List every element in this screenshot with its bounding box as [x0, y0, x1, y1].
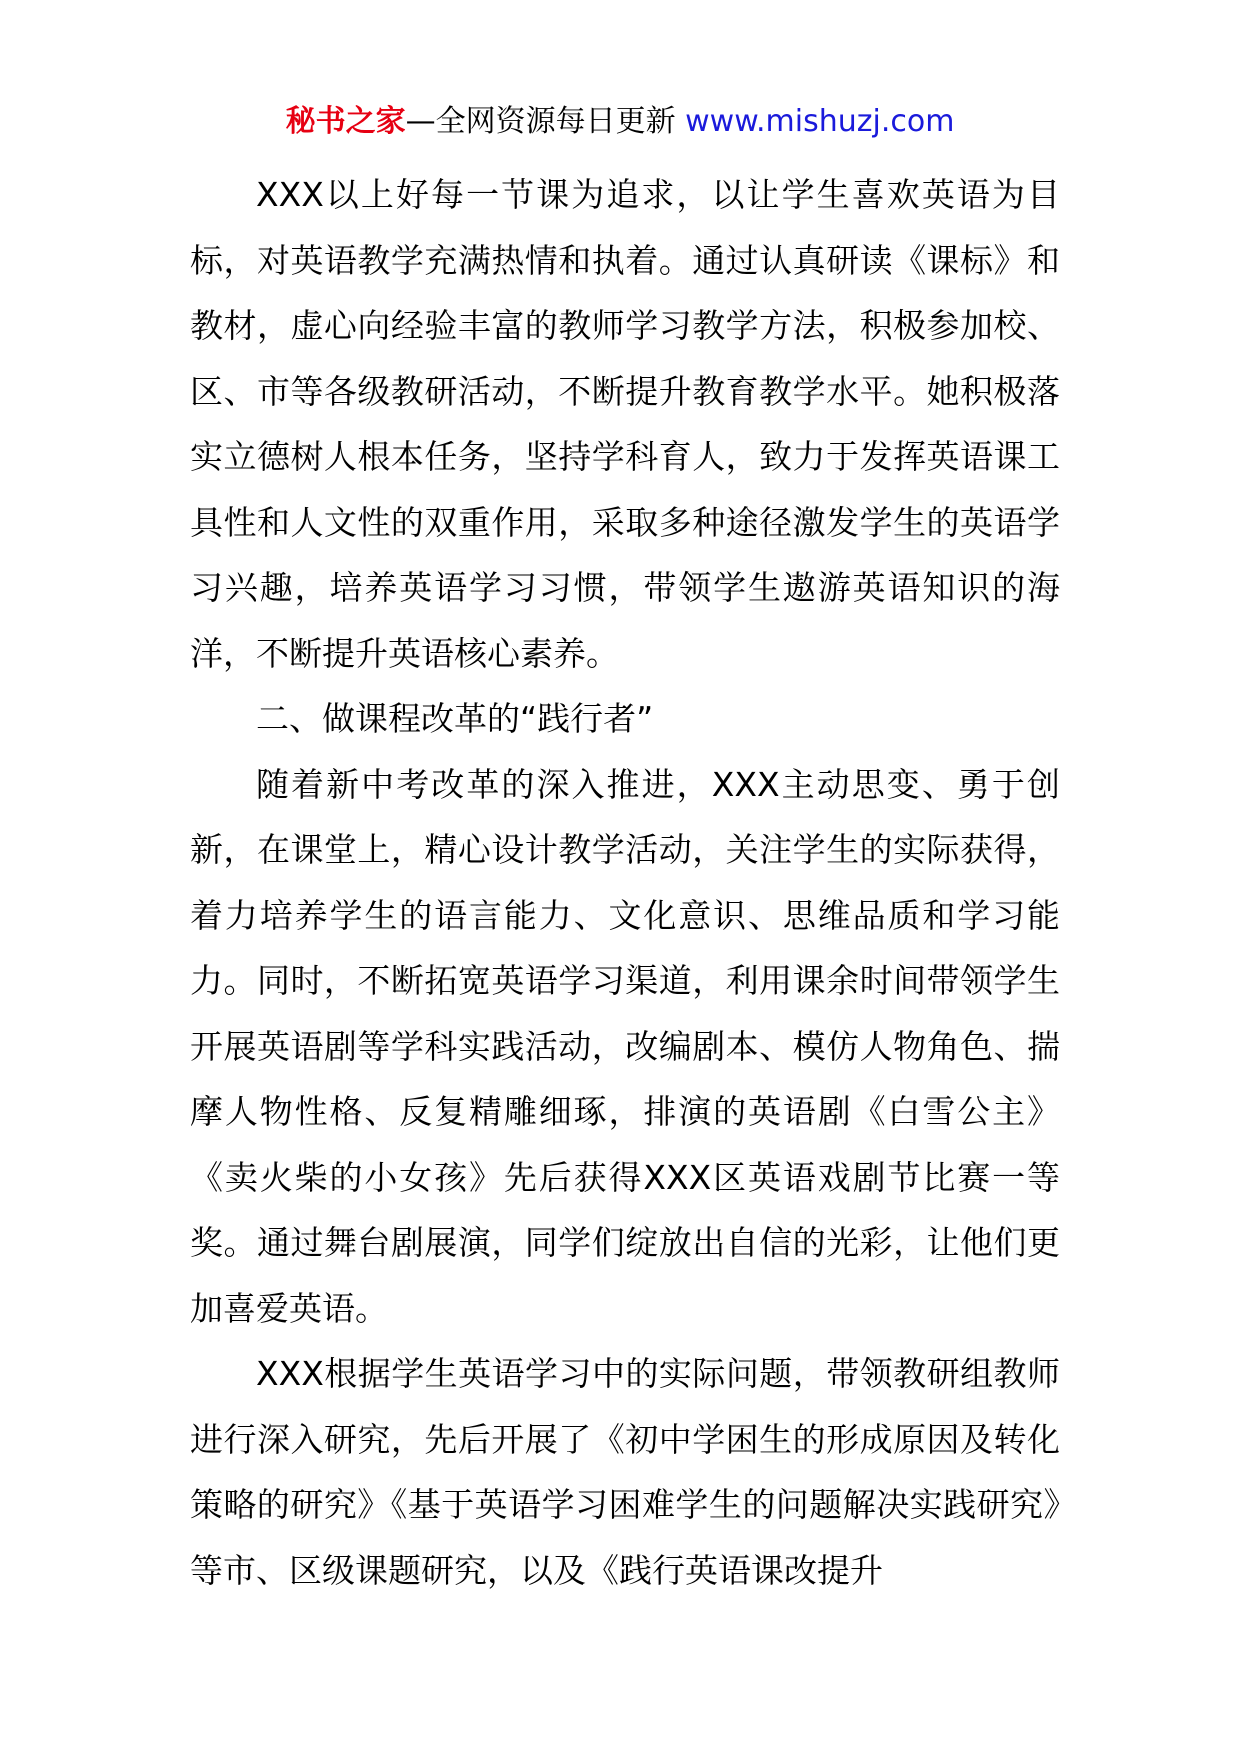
- paragraph-teaching-pursuit: XXX以上好每一节课为追求，以让学生喜欢英语为目标，对英语教学充满热情和执着。通过认真研读《课标》和教材，虚心向经验丰富的教师学习教学方法，积极参加校、区、市等各级教研活动，不断提升教育教学水平。她积极落实立德树人根本任务，坚持学科育人，致力于发挥英语课工具性和人文性的双重作用，采取多种途径激发学生的英语学习兴趣，培养英语学习习惯，带领学生遨游英语知识的海洋，不断提升英语核心素养。: [190, 175, 1060, 673]
- document-body: [190, 162, 1060, 1603]
- paragraph-reform-practice: 随着新中考改革的深入推进，XXX主动思变、勇于创新，在课堂上，精心设计教学活动，关注学生的实际获得，着力培养学生的语言能力、文化意识、思维品质和学习能力。同时，不断拓宽英语学习渠道，利用课余时间带领学生开展英语剧等学科实践活动，改编剧本、模仿人物角色、揣摩人物性格、反复精雕细琢，排演的英语剧《白雪公主》《卖火柴的小女孩》先后获得XXX区英语戏剧节比赛一等奖。通过舞台剧展演，同学们绽放出自信的光彩，让他们更加喜爱英语。: [190, 764, 1060, 1328]
- site-header: [0, 100, 1240, 144]
- paragraph-research: XXX根据学生英语学习中的实际问题，带领教研组教师进行深入研究，先后开展了《初中学困生的形成原因及转化策略的研究》《基于英语学习困难学生的问题解决实践研究》等市、区级课题研究，以及《践行英语课改提升: [190, 1354, 1060, 1590]
- section-heading-reform: 二、做课程改革的“践行者”: [256, 699, 654, 738]
- site-url-link[interactable]: www.mishuzj.com: [685, 104, 955, 139]
- site-brand: 秘书之家: [285, 104, 406, 139]
- site-tagline: —全网资源每日更新: [405, 104, 676, 139]
